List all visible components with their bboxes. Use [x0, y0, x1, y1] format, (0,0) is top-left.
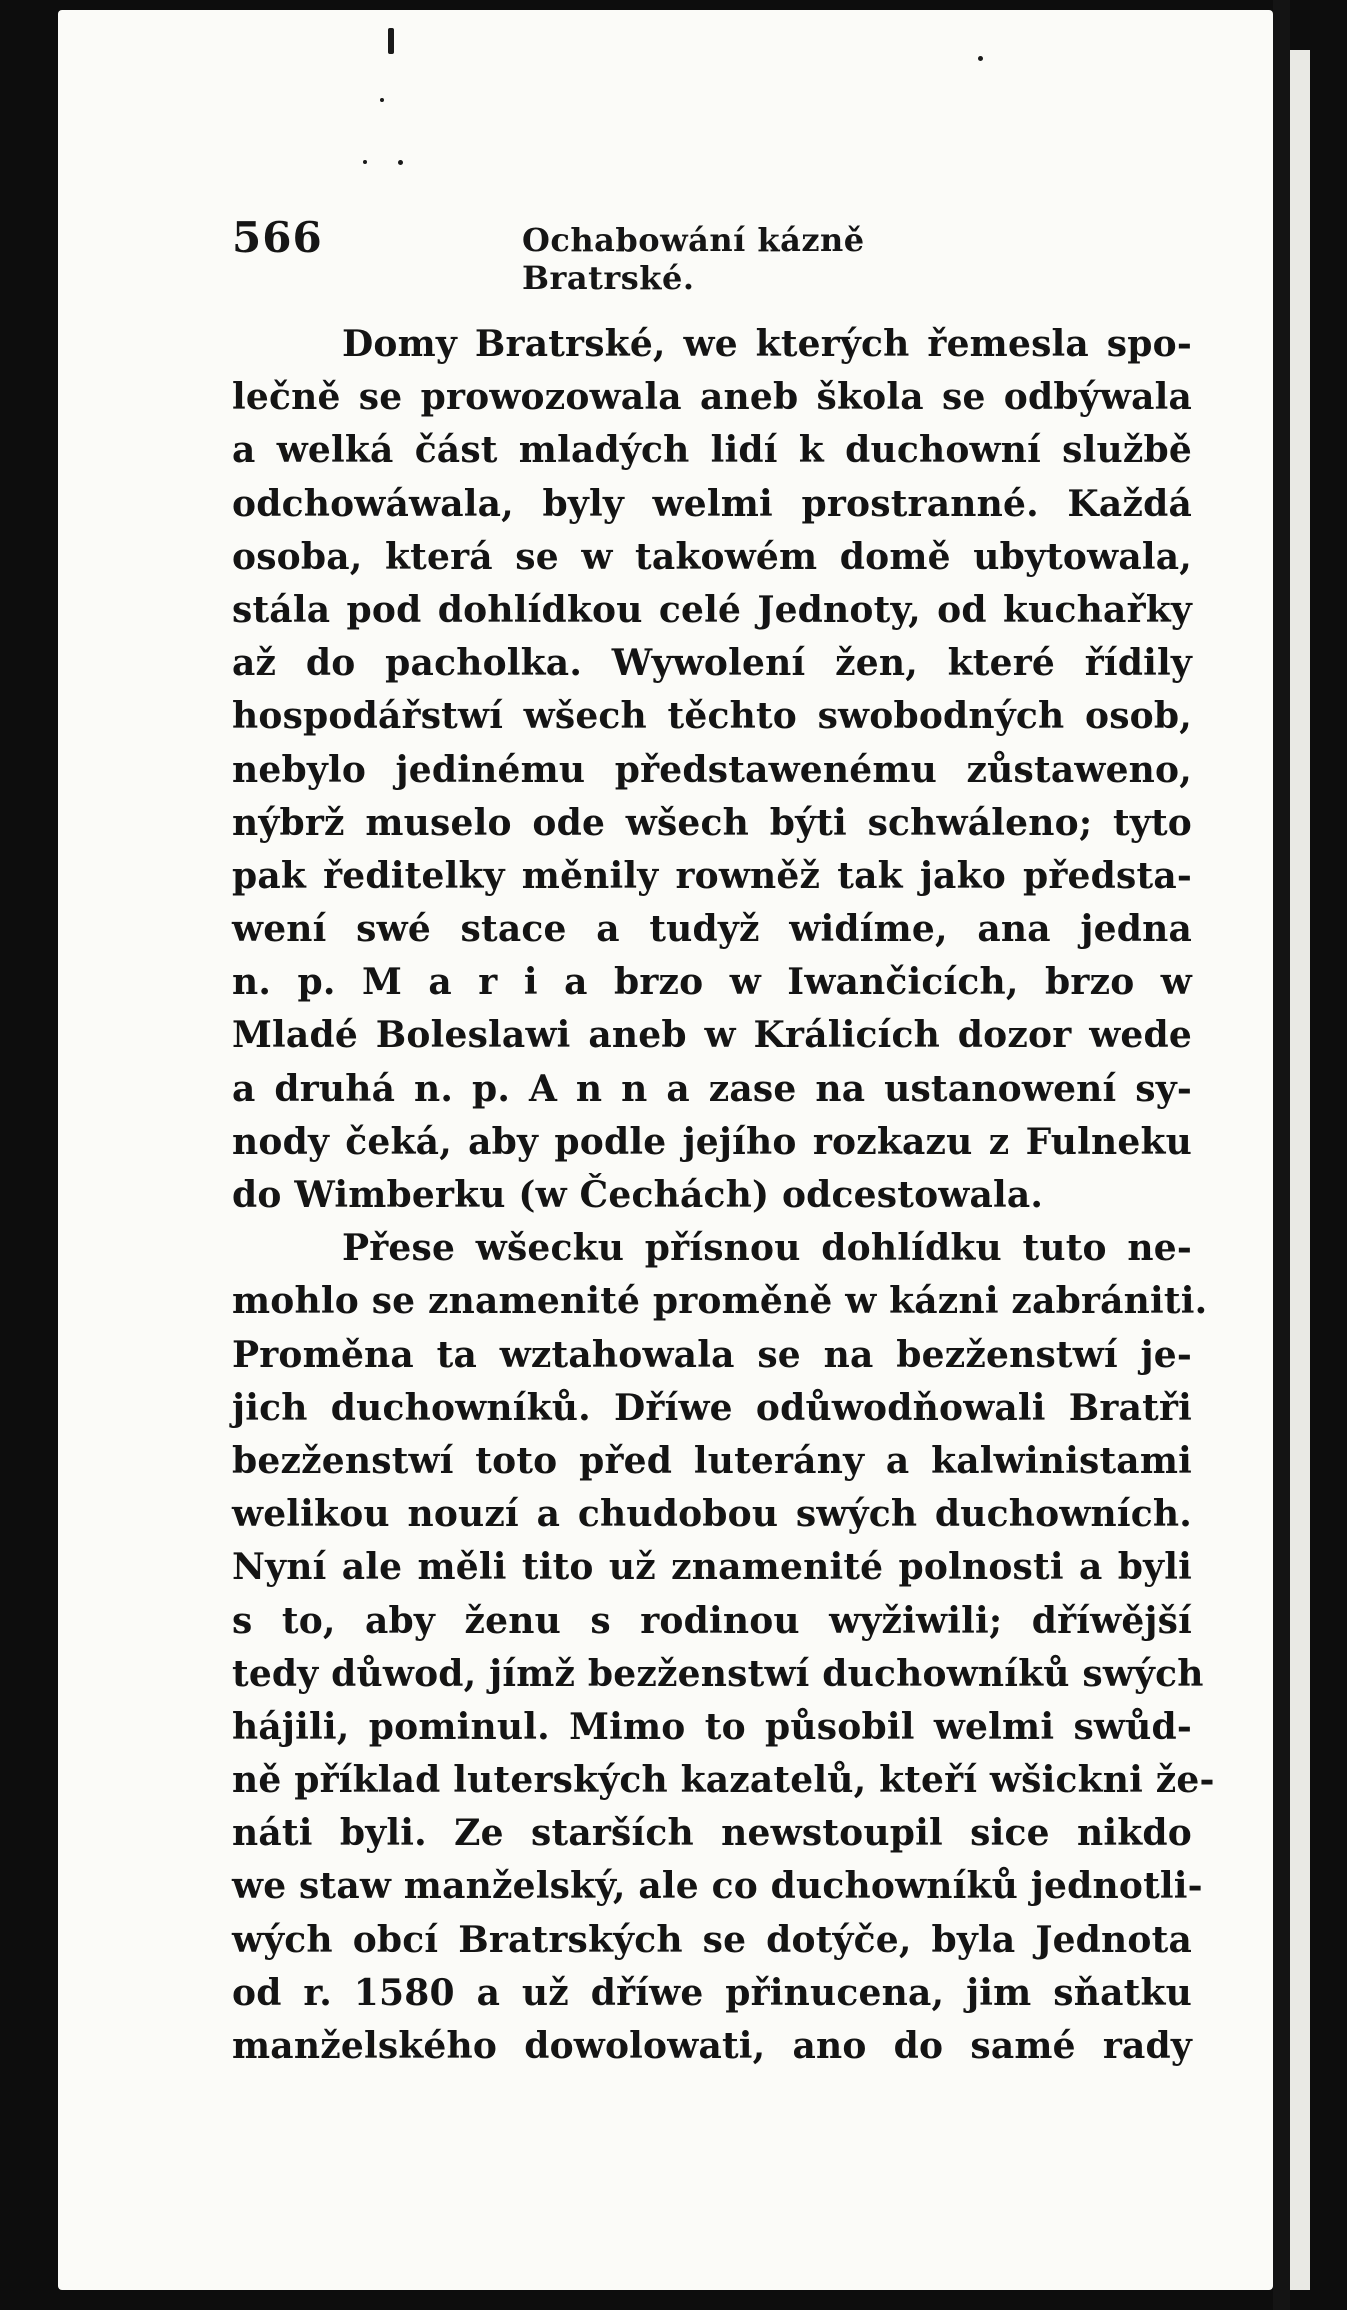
ink-speck [363, 160, 367, 164]
text-line: nýbrž muselo ode wšech býti schwáleno; tyto [232, 801, 1192, 844]
text-line: mohlo se znamenité proměně w kázni zabrániti. [232, 1280, 1208, 1323]
text-line: bezženstwí toto před luterány a kalwinistami [232, 1439, 1192, 1482]
page-number: 566 [232, 213, 323, 262]
text-line: až do pacholka. Wywolení žen, které řídily [232, 642, 1192, 685]
text-line: nody čeká, aby podle jejího rozkazu z Fulneku [232, 1120, 1192, 1163]
text-line: stála pod dohlídkou celé Jednoty, od kuchařky [232, 588, 1192, 631]
text-line: náti byli. Ze starších newstoupil sice nikdo [232, 1812, 1192, 1855]
text-line: hájili, pominul. Mimo to působil welmi swůd- [232, 1705, 1192, 1748]
paragraph [232, 318, 1192, 1222]
text-line: od r. 1580 a už dříwe přinucena, jim sňatku [232, 1971, 1192, 2014]
text-line: hospodářstwí wšech těchto swobodných osob, [232, 695, 1192, 738]
ink-speck [388, 28, 394, 54]
text-line: wení swé stace a tudyž widíme, ana jedna [232, 908, 1192, 951]
text-line: manželského dowolowati, ano do samé rady [232, 2025, 1192, 2067]
text-line: a druhá n. p. A n n a zase na ustanowení sy- [232, 1067, 1192, 1110]
next-page-edge [1290, 50, 1310, 2290]
text-line: ně příklad luterských kazatelů, kteří wšickni že- [232, 1759, 1215, 1802]
text-line: Mladé Boleslawi aneb w Králicích dozor wede [232, 1014, 1192, 1057]
text-line: welikou nouzí a chudobou swých duchowních. [232, 1493, 1192, 1536]
text-line: pak ředitelky měnily rowněž tak jako předsta- [232, 854, 1192, 897]
text-line: we staw manželský, ale co duchowníků jednotli- [232, 1865, 1203, 1908]
paragraph [232, 1222, 1215, 2073]
text-line: s to, aby ženu s rodinou wyžiwili; dříwější [232, 1599, 1192, 1642]
page-gutter-shadow [1273, 0, 1290, 2310]
text-line: Přese wšecku přísnou dohlídku tuto ne- [342, 1227, 1192, 1270]
text-line: a welká část mladých lidí k duchowní službě [232, 429, 1192, 472]
ink-speck [978, 56, 983, 61]
text-line: do Wimberku (w Čechách) odcestowala. [232, 1174, 1044, 1216]
text-line: jich duchowníků. Dříwe odůwodňowali Bratři [232, 1386, 1192, 1429]
text-line: tedy důwod, jímž bezženstwí duchowníků swých [232, 1652, 1204, 1695]
text-line: Nyní ale měli tito už znamenité polnosti a byli [232, 1546, 1192, 1589]
running-head [232, 213, 1032, 297]
text-line: osoba, která se w takowém domě ubytowala, [232, 535, 1192, 578]
running-title: Ochabowání kázně Bratrské. [522, 221, 865, 297]
text-line: Domy Bratrské, we kterých řemesla spo- [342, 323, 1192, 365]
text-line: odchowáwala, byly welmi prostranné. Každá [232, 482, 1192, 525]
ink-speck [380, 98, 384, 102]
body-text [232, 318, 1215, 2073]
text-line: Proměna ta wztahowala se na bezženstwí je- [232, 1333, 1192, 1376]
text-line: n. p. M a r i a brzo w Iwančicích, brzo w [232, 961, 1192, 1004]
ink-speck [398, 160, 403, 165]
text-line: lečně se prowozowala aneb škola se odbýwala [232, 376, 1192, 419]
text-line: nebylo jedinému předstawenému zůstaweno, [232, 748, 1192, 791]
text-line: wých obcí Bratrských se dotýče, byla Jednota [232, 1918, 1192, 1961]
